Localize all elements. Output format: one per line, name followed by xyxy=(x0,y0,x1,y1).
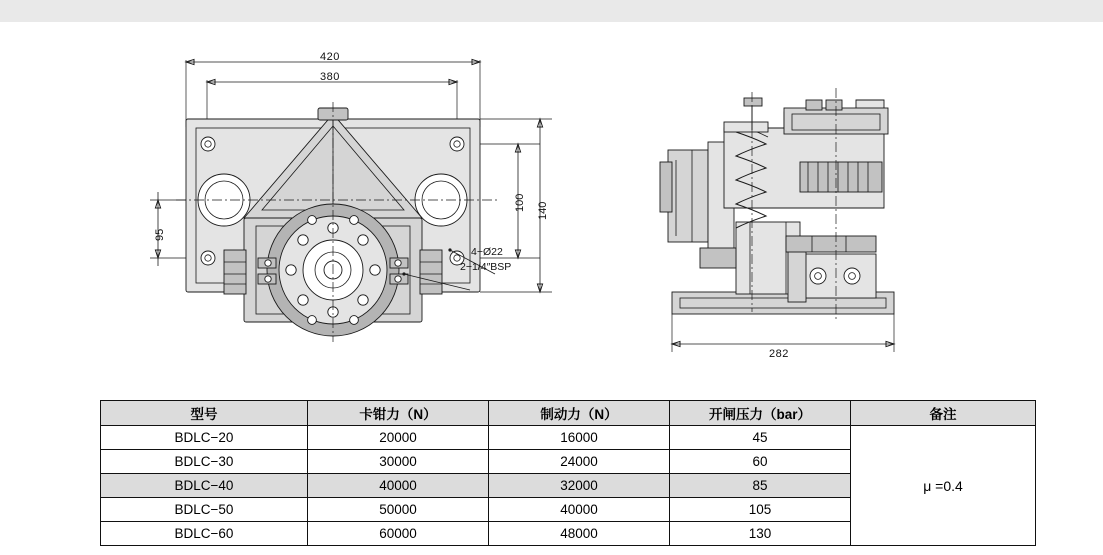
top-bar xyxy=(0,0,1103,23)
cell-pressure: 85 xyxy=(670,474,851,498)
drawing-stage xyxy=(0,22,1103,555)
cell-remark: μ =0.4 xyxy=(851,426,1036,546)
table-row xyxy=(101,426,1036,450)
spec-table-wrap xyxy=(100,400,1036,546)
th-brake-force: 制动力（N） xyxy=(489,401,670,426)
cell-model: BDLC−40 xyxy=(101,474,308,498)
cell-brake: 32000 xyxy=(489,474,670,498)
cell-pressure: 45 xyxy=(670,426,851,450)
dim-label-95: 95 xyxy=(154,228,166,241)
cell-model: BDLC−60 xyxy=(101,522,308,546)
callout-ports: 2−1/4″BSP xyxy=(460,261,512,273)
cell-brake: 40000 xyxy=(489,498,670,522)
cell-clamp: 20000 xyxy=(308,426,489,450)
th-model: 型号 xyxy=(101,401,308,426)
dim-label-100: 100 xyxy=(514,193,526,212)
callout-holes: 4−Ø22 xyxy=(471,246,503,258)
cell-pressure: 130 xyxy=(670,522,851,546)
th-clamp-force: 卡钳力（N） xyxy=(308,401,489,426)
cell-clamp: 30000 xyxy=(308,450,489,474)
cell-pressure: 105 xyxy=(670,498,851,522)
spec-table xyxy=(100,400,1036,546)
dim-label-140: 140 xyxy=(537,201,549,220)
cell-pressure: 60 xyxy=(670,450,851,474)
dim-label-420: 420 xyxy=(320,51,340,63)
cell-brake: 48000 xyxy=(489,522,670,546)
side-view-svg xyxy=(0,22,1103,362)
cell-model: BDLC−20 xyxy=(101,426,308,450)
cell-model: BDLC−30 xyxy=(101,450,308,474)
cell-brake: 24000 xyxy=(489,450,670,474)
cell-clamp: 60000 xyxy=(308,522,489,546)
dim-label-380: 380 xyxy=(320,71,340,83)
cell-clamp: 40000 xyxy=(308,474,489,498)
cell-brake: 16000 xyxy=(489,426,670,450)
table-header-row xyxy=(101,401,1036,426)
cell-model: BDLC−50 xyxy=(101,498,308,522)
cell-clamp: 50000 xyxy=(308,498,489,522)
dim-282 xyxy=(672,314,894,352)
th-remark: 备注 xyxy=(851,401,1036,426)
th-release-pressure: 开闸压力（bar） xyxy=(670,401,851,426)
dim-label-282: 282 xyxy=(769,348,789,360)
